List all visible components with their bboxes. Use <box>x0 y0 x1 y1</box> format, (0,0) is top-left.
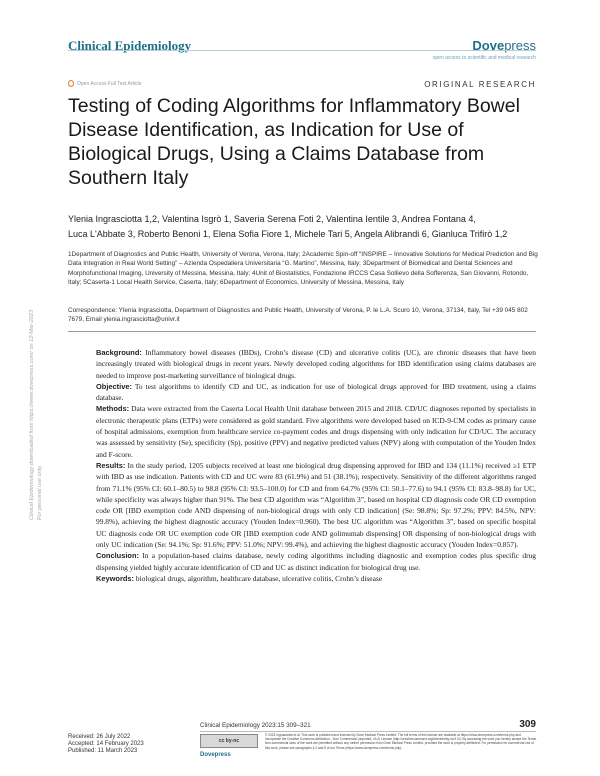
received-date: Received: 26 July 2022 <box>68 734 131 740</box>
objective-text: To test algorithms to identify CD and UC, as indication for use of biological drugs approved for IBD treatment, using a claims database. <box>96 381 536 403</box>
open-access-text: Open Access Full Text Article <box>77 80 142 87</box>
article-title: Testing of Coding Algorithms for Inflammatory Bowel Disease Identification, as Indication for Use of Biological Drugs, Using a Claims Database from Southern Italy <box>68 95 520 189</box>
section-divider <box>68 331 536 332</box>
footer-rule <box>200 731 536 732</box>
results-text: In the study period, 1205 subjects received at least one biological drug dispensing approved for IBD and 134 (11.1%) received ≥1 ETP with IBD as use indication. Patients with CD and UC were 83 (61.9%) and 51 (38.1%), respectively. Sensitivity of the different algorithms ranged from 71.1% (95% CI: 60.1–80.5) to 98.8 (95% CI: 93.5–100.0) for CD and from 64.7% (95% CI: 50.1–77.6) to 94.1 (95% CI: 83.8–98.8) for UC, while specificity was always higher than 91%. The best CD algorithm was “Algorithm 3”, based on hospital CD diagnosis code OR CD exemption code OR [IBD exemption code AND dispensing of non-biological drugs with only CD indication] (Se: 98.8%; Sp: 97.2%; PPV: 84.5%, NPV: 99.8%), achieving the highest diagnostic accuracy (Youden Index=0.960). The best UC algorithm was “Algorithm 3”, based on specific hospital UC diagnosis code OR UC exemption code OR [IBD exemption code AND golimumab dispensing] OR dispensing of non-biological drugs with only UC indication (Se: 94.1%; Sp: 91.6%; PPV: 51.0%; NPV: 99.4%), and achieving the highest diagnostic accuracy (Youden Index=0.857). <box>96 460 536 550</box>
affiliations: 1Department of Diagnostics and Public Health, University of Verona, Verona, Italy; 2Academic Spin-off “INSPIRE – Innovative Solutions for Medical Prediction and Big Data Integration in Real World Setting” – Azienda Ospedaliera Universitaria “G. Martino”, Messina, Italy; 3Department of Biomedical and Dental Sciences and Morphofunctional Imaging, University of Messina, Messina, Italy; 4Unit of Biostatistics, Fondazione IRCCS Casa Sollievo della Sofferenza, San Giovanni, Rotondo, Italy; 5Caserta-1 Local Health Service, Caserta, Italy; 6Department of Economics, University of Messina, Messina, Italy <box>68 251 538 287</box>
correspondence: Correspondence: Ylenia Ingrasciotta, Department of Diagnostics and Public Health, University of Verona, P. le L.A. Scuro 10, Verona, 37134, Italy, Tel +39 045 802 7679, Email ylenia.ingrasciotta@univr.it <box>68 307 528 324</box>
keywords-text: biological drugs, algorithm, healthcare database, ulcerative colitis, Crohn’s disease <box>134 573 383 583</box>
open-access-icon <box>68 80 74 87</box>
article-dates <box>68 734 144 756</box>
license-text: © 2023 Ingrasciotta et al. This work is published and licensed by Dove Medical Press Limited. The full terms of this license are available at https://www.dovepress.com/terms.php and incorporate the Creative Commons Attribution – Non Commercial (unported, v3.0) License (http://creativecommons.org/licenses/by-nc/3.0/). By accessing the work you hereby accept the Terms. Non-commercial uses of the work are permitted without any further permission from Dove Medical Press Limited, provided the work is properly attributed. For permission for commercial use of this work, please see paragraphs 4.2 and 5 of our Terms (https://www.dovepress.com/terms.php). <box>265 733 537 750</box>
side-note-line-2: For personal use only. <box>37 465 43 520</box>
abstract-keywords <box>96 573 536 584</box>
results-label: Results: <box>96 460 126 470</box>
accepted-date: Accepted: 14 February 2023 <box>68 741 144 748</box>
journal-citation: Clinical Epidemiology 2023:15 309–321 <box>200 722 311 729</box>
methods-label: Methods: <box>96 404 130 414</box>
authors-line-2: Luca L'Abbate 3, Roberto Benoni 1, Elena Sofia Fiore 1, Michele Tari 5, Angela Alibrandi 6, Gianluca Trifirò 1,2 <box>68 229 508 239</box>
publisher-bold: Dove <box>472 38 505 53</box>
cc-license-icon[interactable]: cc by-nc <box>200 734 258 748</box>
download-side-note <box>28 310 44 520</box>
publisher-tagline: open access to scientific and medical research <box>432 55 536 61</box>
keywords-label: Keywords: <box>96 573 135 583</box>
side-note-line-1: Clinical Epidemiology downloaded from https://www.dovepress.com/ on 12-Mar-2023 <box>29 309 35 520</box>
authors-line-1: Ylenia Ingrasciotta 1,2, Valentina Isgrò 1, Saveria Serena Foti 2, Valentina Ientile 3, Andrea Fontana 4, <box>68 214 476 224</box>
published-date: Published: 11 March 2023 <box>68 748 138 755</box>
abstract-objective <box>96 381 536 404</box>
abstract <box>96 347 536 584</box>
header-rule <box>68 50 536 51</box>
page-number: 309 <box>519 719 536 730</box>
abstract-results <box>96 460 536 550</box>
dove-logo: Dovepress <box>200 752 231 758</box>
publisher-rest: press <box>504 38 536 53</box>
conclusion-text: In a population-based claims database, newly coding algorithms including diagnostic and exemption codes plus specific drug dispensing yielded highly accurate identification of CD and UC as distinct indication for biological drug use. <box>96 551 536 572</box>
article-type: ORIGINAL RESEARCH <box>424 80 536 89</box>
abstract-methods <box>96 403 536 459</box>
conclusion-label: Conclusion: <box>96 551 139 561</box>
author-list <box>68 212 538 242</box>
journal-name: Clinical Epidemiology <box>68 38 192 53</box>
abstract-conclusion <box>96 550 536 573</box>
background-text: Inflammatory bowel diseases (IBDs), Crohn’s disease (CD) and ulcerative colitis (UC), are chronic diseases that have been increasingly treated with biological drugs in recent years. Newly developed coding algorithms for IBD identification using claims databases are needed to improve post-marketing surveillance of biological drugs. <box>96 348 536 380</box>
open-access-label <box>68 80 141 87</box>
objective-label: Objective: <box>96 381 132 391</box>
abstract-background <box>96 347 536 381</box>
methods-text: Data were extracted from the Caserta Local Health Unit database between 2015 and 2018. CD/UC diagnoses reported by specialists in electronic therapeutic plans (ETPs) were considered as gold standard. Five algorithms were developed based on ICD-9-CM codes as primary cause of hospital admissions, exemption from healthcare service co-payment codes and drugs dispensing with only indication for CD/UC. The accuracy was assessed by sensitivity (Se), specificity (Sp), positive (PPV) and negative predicted values (NPV) along with computation of the Youden Index and F-score. <box>96 404 536 459</box>
background-label: Background: <box>96 348 142 357</box>
